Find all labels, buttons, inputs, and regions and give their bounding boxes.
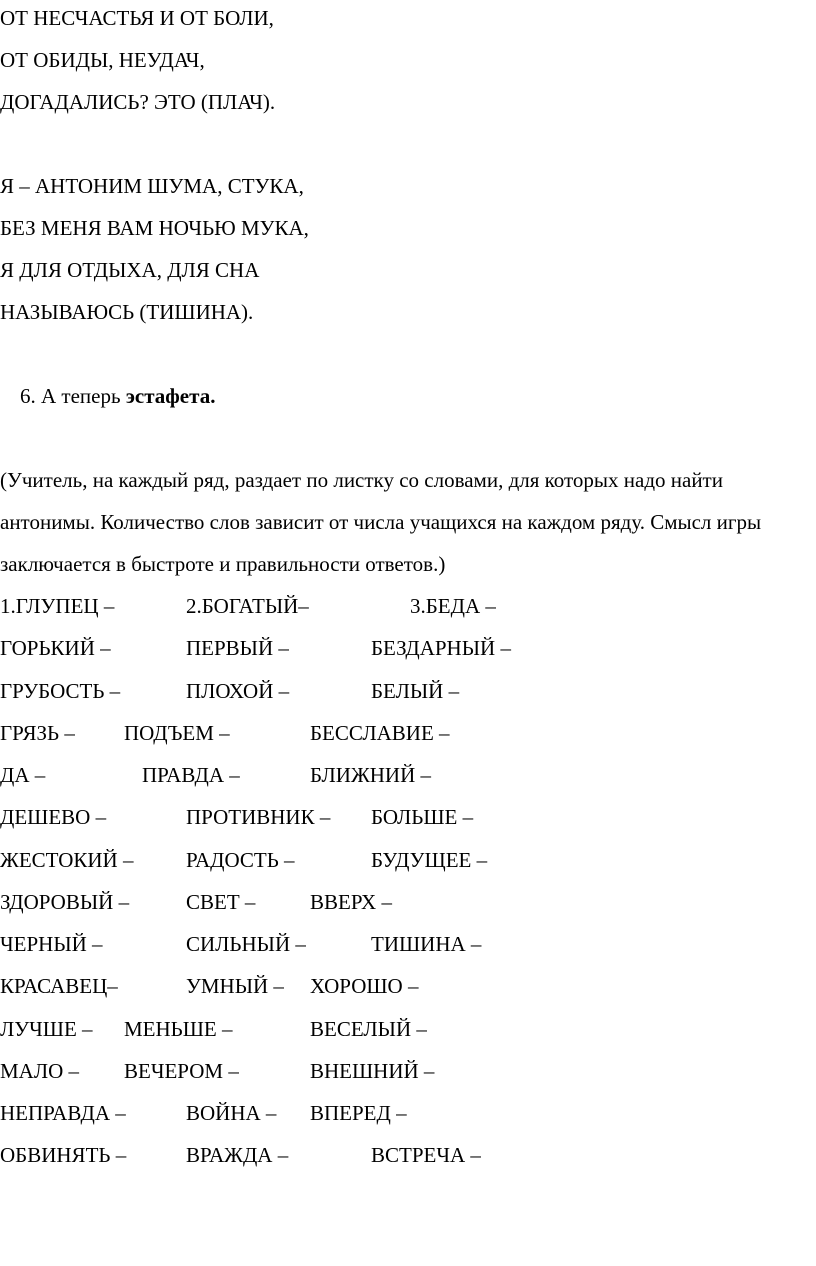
riddle-1-line-2: ОТ ОБИДЫ, НЕУДАЧ, [0, 48, 205, 72]
word-cell: 2.БОГАТЫЙ– [186, 594, 309, 618]
word-cell: ДА – [0, 763, 46, 787]
word-cell: ЛУЧШЕ – [0, 1017, 93, 1041]
riddle-1-line-1: ОТ НЕСЧАСТЬЯ И ОТ БОЛИ, [0, 6, 274, 30]
word-cell: ГРЯЗЬ – [0, 721, 75, 745]
word-row [0, 888, 800, 916]
section-number: 6. [20, 384, 36, 408]
word-cell: ЧЕРНЫЙ – [0, 932, 103, 956]
word-row [0, 634, 800, 662]
word-cell: БЕССЛАВИЕ – [310, 721, 450, 745]
word-cell: ОБВИНЯТЬ – [0, 1143, 127, 1167]
word-row [0, 592, 800, 620]
word-cell: ГОРЬКИЙ – [0, 636, 111, 660]
word-cell: ВЕСЕЛЫЙ – [310, 1017, 427, 1041]
word-cell: СВЕТ – [186, 890, 256, 914]
word-cell: ЗДОРОВЫЙ – [0, 890, 130, 914]
word-cell: ПЕРВЫЙ – [186, 636, 289, 660]
word-cell: УМНЫЙ – [186, 974, 284, 998]
word-cell: БЕЛЫЙ – [371, 679, 460, 703]
word-cell: ВРАЖДА – [186, 1143, 289, 1167]
word-cell: МЕНЬШЕ – [124, 1017, 233, 1041]
riddle-2-line-2: БЕЗ МЕНЯ ВАМ НОЧЬЮ МУКА, [0, 216, 309, 240]
word-cell: ВСТРЕЧА – [371, 1143, 481, 1167]
word-cell: РАДОСТЬ – [186, 848, 295, 872]
word-cell: ПОДЪЕМ – [124, 721, 230, 745]
word-row [0, 930, 800, 958]
word-row [0, 1057, 800, 1085]
word-row [0, 803, 800, 831]
word-cell: ТИШИНА – [371, 932, 482, 956]
word-cell: 3.БЕДА – [410, 594, 496, 618]
word-cell: ЖЕСТОКИЙ – [0, 848, 134, 872]
word-cell: ВЕЧЕРОМ – [124, 1059, 239, 1083]
word-cell: СИЛЬНЫЙ – [186, 932, 306, 956]
word-row [0, 1141, 800, 1169]
word-cell: ДЕШЕВО – [0, 805, 107, 829]
word-cell: ПЛОХОЙ – [186, 679, 290, 703]
word-cell: БУДУЩЕЕ – [371, 848, 488, 872]
word-cell: НЕПРАВДА – [0, 1101, 126, 1125]
word-cell: ВОЙНА – [186, 1101, 277, 1125]
word-row [0, 972, 800, 1000]
word-row [0, 761, 800, 789]
section-heading [20, 382, 215, 410]
word-cell: ВПЕРЕД – [310, 1101, 407, 1125]
riddle-2-line-3: Я ДЛЯ ОТДЫХА, ДЛЯ СНА [0, 258, 260, 282]
word-cell: ГРУБОСТЬ – [0, 679, 121, 703]
riddle-2-line-1: Я – АНТОНИМ ШУМА, СТУКА, [0, 174, 304, 198]
word-cell: БЛИЖНИЙ – [310, 763, 432, 787]
word-row [0, 719, 800, 747]
riddle-2-line-4: НАЗЫВАЮСЬ (ТИШИНА). [0, 300, 254, 324]
instruction-paragraph: (Учитель, на каждый ряд, раздает по листку со словами, для которых надо найти антонимы. Количество слов зависит от числа учащихся на каждом ряду. Смысл игры заключается в быстроте и правильности ответов.) [0, 468, 762, 576]
word-cell: ВВЕРХ – [310, 890, 392, 914]
word-cell: МАЛО – [0, 1059, 79, 1083]
section-text: А теперь [41, 384, 121, 408]
word-cell: ВНЕШНИЙ – [310, 1059, 435, 1083]
word-row [0, 677, 800, 705]
word-cell: БЕЗДАРНЫЙ – [371, 636, 511, 660]
word-row [0, 1015, 800, 1043]
word-cell: ХОРОШО – [310, 974, 419, 998]
word-row [0, 846, 800, 874]
word-row [0, 1099, 800, 1127]
word-cell: БОЛЬШЕ – [371, 805, 474, 829]
riddle-1-line-3: ДОГАДАЛИСЬ? ЭТО (ПЛАЧ). [0, 90, 276, 114]
word-cell: ПРОТИВНИК – [186, 805, 331, 829]
word-cell: ПРАВДА – [142, 763, 240, 787]
word-cell: 1.ГЛУПЕЦ – [0, 594, 115, 618]
section-bold-word: эстафета. [125, 384, 216, 408]
word-cell: КРАСАВЕЦ– [0, 974, 118, 998]
